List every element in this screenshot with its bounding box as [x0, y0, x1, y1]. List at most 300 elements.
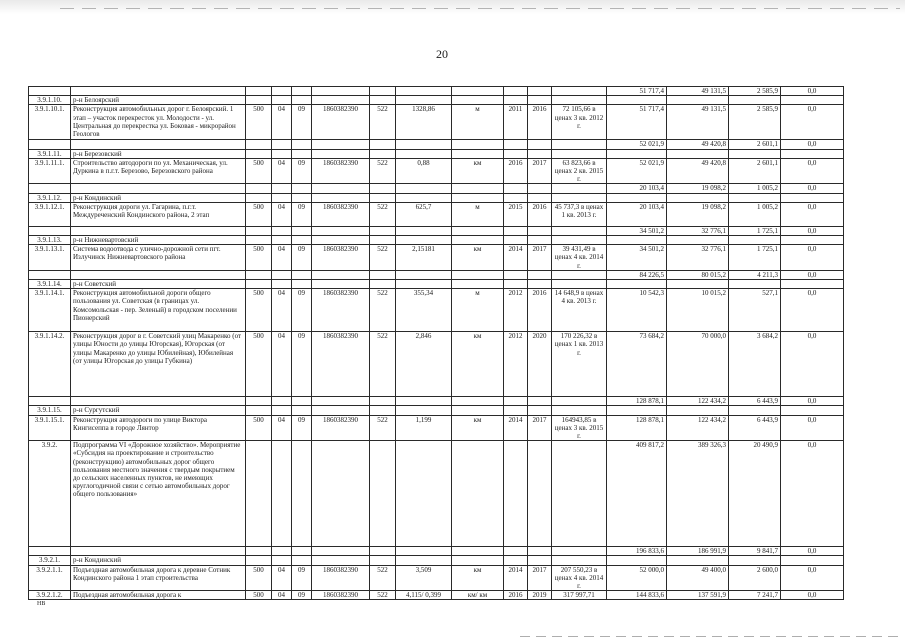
- empty-value-cell: [729, 406, 781, 415]
- empty-cell: [292, 226, 312, 235]
- empty-cell: [504, 270, 528, 279]
- code-cell: [29, 397, 71, 406]
- empty-cell: [528, 236, 552, 245]
- district-budget-cell: 32 776,1: [667, 245, 729, 271]
- name-cell: р-н Советский: [71, 280, 246, 289]
- cost-cell: 164943,85 в ценах 3 кв. 2015 г.: [552, 415, 607, 441]
- empty-value-cell: [607, 556, 667, 565]
- name-cell: Реконструкция автомобильных дорог г. Белоярский. 1 этап – участок перекресток ул. Молодости - ул. Центральная до перекрестка ул. Боковая - микрорайон Геологов: [71, 105, 246, 140]
- total-cell: 34 501,2: [607, 226, 667, 235]
- empty-cell: [246, 149, 272, 158]
- empty-cell: [504, 556, 528, 565]
- district-budget-cell: 49 420,8: [667, 140, 729, 149]
- empty-cell: [552, 140, 607, 149]
- local-budget-cell: 2 601,1: [729, 140, 781, 149]
- empty-cell: [504, 87, 528, 96]
- expense-cell: 522: [370, 158, 396, 184]
- ministry-cell: 500: [246, 245, 272, 271]
- empty-cell: [246, 556, 272, 565]
- empty-value-cell: [781, 236, 844, 245]
- empty-cell: [528, 96, 552, 105]
- start-cell: 2011: [504, 105, 528, 140]
- empty-cell: [292, 270, 312, 279]
- capacity-cell: 2,846: [396, 332, 452, 397]
- empty-cell: [552, 556, 607, 565]
- code-cell: 3.9.1.13.: [29, 236, 71, 245]
- empty-cell: [246, 547, 272, 556]
- cost-cell: 45 737,3 в ценах 1 кв. 2013 г.: [552, 202, 607, 226]
- empty-cell: [552, 149, 607, 158]
- section-cell: 04: [272, 332, 292, 397]
- code-cell: 3.9.1.12.: [29, 193, 71, 202]
- empty-cell: [504, 441, 528, 547]
- local-budget-cell: 3 684,2: [729, 332, 781, 397]
- empty-cell: [370, 406, 396, 415]
- end-cell: 2017: [528, 158, 552, 184]
- area-row: [29, 96, 844, 105]
- empty-cell: [292, 149, 312, 158]
- name-cell: [71, 270, 246, 279]
- empty-cell: [292, 193, 312, 202]
- page-number: 20: [436, 47, 448, 61]
- empty-cell: [312, 406, 370, 415]
- empty-cell: [370, 441, 396, 547]
- ministry-cell: 500: [246, 202, 272, 226]
- code-cell: 3.9.1.10.1.: [29, 105, 71, 140]
- ministry-cell: 500: [246, 158, 272, 184]
- section-cell: 04: [272, 158, 292, 184]
- empty-cell: [504, 184, 528, 193]
- expense-cell: 522: [370, 415, 396, 441]
- section-cell: 04: [272, 591, 292, 600]
- empty-cell: [370, 96, 396, 105]
- empty-cell: [552, 280, 607, 289]
- target-cell: 1860382390: [312, 332, 370, 397]
- other-cell: 0,0: [781, 547, 844, 556]
- project-row: [29, 415, 844, 441]
- empty-cell: [552, 397, 607, 406]
- expense-cell: 522: [370, 245, 396, 271]
- target-cell: 1860382390: [312, 245, 370, 271]
- local-budget-cell: 4 211,3: [729, 270, 781, 279]
- total-cell: 10 542,3: [607, 289, 667, 332]
- code-cell: [29, 184, 71, 193]
- empty-cell: [312, 140, 370, 149]
- start-cell: 2014: [504, 415, 528, 441]
- target-cell: 1860382390: [312, 415, 370, 441]
- total-cell: 34 501,2: [607, 245, 667, 271]
- other-cell: 0,0: [781, 87, 844, 96]
- empty-cell: [272, 406, 292, 415]
- total-cell: 196 833,6: [607, 547, 667, 556]
- budget-table: [28, 86, 844, 600]
- empty-cell: [312, 547, 370, 556]
- empty-cell: [552, 96, 607, 105]
- local-budget-cell: 20 490,9: [729, 441, 781, 547]
- empty-cell: [370, 226, 396, 235]
- cost-cell: 39 431,49 в ценах 4 кв. 2014 г.: [552, 245, 607, 271]
- local-budget-cell: 1 005,2: [729, 184, 781, 193]
- end-cell: 2016: [528, 202, 552, 226]
- ministry-cell: 500: [246, 565, 272, 591]
- name-cell: Подъездная автомобильная дорога к: [71, 591, 246, 600]
- code-cell: 3.9.1.10.: [29, 96, 71, 105]
- empty-cell: [452, 226, 504, 235]
- start-cell: 2012: [504, 332, 528, 397]
- cost-cell: 14 648,9 в ценах 4 кв. 2013 г.: [552, 289, 607, 332]
- section-cell: 04: [272, 245, 292, 271]
- subsection-cell: 09: [292, 158, 312, 184]
- target-cell: 1860382390: [312, 289, 370, 332]
- name-cell: р-н Белоярский: [71, 96, 246, 105]
- project-row: [29, 105, 844, 140]
- local-budget-cell: 9 841,7: [729, 547, 781, 556]
- empty-value-cell: [607, 96, 667, 105]
- capacity-cell: 1,199: [396, 415, 452, 441]
- empty-cell: [312, 270, 370, 279]
- empty-cell: [246, 441, 272, 547]
- name-cell: Система водоотвода с улично-дорожной сети пгт. Излучинск Нижневартовского района: [71, 245, 246, 271]
- empty-cell: [528, 270, 552, 279]
- empty-cell: [552, 184, 607, 193]
- district-budget-cell: 19 098,2: [667, 202, 729, 226]
- name-cell: Строительство автодороги по ул. Механическая, ул. Дуркина в п.г.т. Березово, Березовского района: [71, 158, 246, 184]
- empty-value-cell: [667, 556, 729, 565]
- empty-cell: [504, 397, 528, 406]
- empty-cell: [396, 406, 452, 415]
- section-cell: 04: [272, 415, 292, 441]
- other-cell: 0,0: [781, 140, 844, 149]
- empty-cell: [272, 270, 292, 279]
- expense-cell: 522: [370, 591, 396, 600]
- district-budget-cell: 137 591,9: [667, 591, 729, 600]
- empty-cell: [246, 397, 272, 406]
- capacity-cell: 4,115/ 0,399: [396, 591, 452, 600]
- other-cell: 0,0: [781, 289, 844, 332]
- end-cell: 2017: [528, 415, 552, 441]
- total-cell: 20 103,4: [607, 202, 667, 226]
- project-row: [29, 289, 844, 332]
- empty-cell: [452, 280, 504, 289]
- district-budget-cell: 186 991,9: [667, 547, 729, 556]
- target-cell: 1860382390: [312, 591, 370, 600]
- capacity-cell: 1328,86: [396, 105, 452, 140]
- empty-cell: [504, 140, 528, 149]
- empty-cell: [528, 140, 552, 149]
- start-cell: 2016: [504, 591, 528, 600]
- empty-cell: [552, 193, 607, 202]
- local-budget-cell: 7 241,7: [729, 591, 781, 600]
- code-cell: 3.9.1.15.: [29, 406, 71, 415]
- project-row: [29, 332, 844, 397]
- empty-cell: [396, 547, 452, 556]
- code-cell: [29, 547, 71, 556]
- name-cell: р-н Кондинский: [71, 193, 246, 202]
- subsection-cell: 09: [292, 289, 312, 332]
- total-cell: 144 833,6: [607, 591, 667, 600]
- other-cell: 0,0: [781, 397, 844, 406]
- empty-cell: [370, 236, 396, 245]
- empty-cell: [370, 87, 396, 96]
- empty-cell: [312, 236, 370, 245]
- other-cell: 0,0: [781, 226, 844, 235]
- empty-cell: [396, 397, 452, 406]
- target-cell: 1860382390: [312, 565, 370, 591]
- cost-cell: 207 550,23 в ценах 4 кв. 2014 г.: [552, 565, 607, 591]
- empty-cell: [292, 397, 312, 406]
- unit-cell: м: [452, 289, 504, 332]
- total-cell: 84 226,5: [607, 270, 667, 279]
- sum-row: [29, 87, 844, 96]
- empty-cell: [552, 236, 607, 245]
- expense-cell: 522: [370, 105, 396, 140]
- code-cell: 3.9.1.12.1.: [29, 202, 71, 226]
- empty-cell: [396, 149, 452, 158]
- empty-cell: [552, 87, 607, 96]
- subsection-cell: 09: [292, 105, 312, 140]
- empty-cell: [452, 87, 504, 96]
- empty-cell: [396, 270, 452, 279]
- start-cell: 2014: [504, 565, 528, 591]
- target-cell: 1860382390: [312, 202, 370, 226]
- empty-cell: [504, 96, 528, 105]
- unit-cell: км: [452, 332, 504, 397]
- local-budget-cell: 6 443,9: [729, 397, 781, 406]
- sum-row: [29, 397, 844, 406]
- empty-cell: [292, 96, 312, 105]
- empty-value-cell: [781, 96, 844, 105]
- local-budget-cell: 2 601,1: [729, 158, 781, 184]
- name-cell: [71, 140, 246, 149]
- empty-cell: [504, 236, 528, 245]
- code-cell: [29, 226, 71, 235]
- empty-cell: [396, 236, 452, 245]
- empty-value-cell: [729, 193, 781, 202]
- name-cell: р-н Кондинский: [71, 556, 246, 565]
- empty-cell: [528, 280, 552, 289]
- empty-cell: [292, 184, 312, 193]
- area-row: [29, 193, 844, 202]
- empty-value-cell: [667, 96, 729, 105]
- end-cell: 2016: [528, 105, 552, 140]
- empty-cell: [272, 87, 292, 96]
- empty-cell: [272, 193, 292, 202]
- code-cell: 3.9.1.11.1.: [29, 158, 71, 184]
- capacity-cell: 2,15181: [396, 245, 452, 271]
- empty-value-cell: [729, 96, 781, 105]
- start-cell: 2016: [504, 158, 528, 184]
- other-cell: 0,0: [781, 332, 844, 397]
- district-budget-cell: 122 434,2: [667, 415, 729, 441]
- empty-cell: [246, 140, 272, 149]
- code-cell: [29, 87, 71, 96]
- empty-cell: [246, 406, 272, 415]
- empty-cell: [312, 556, 370, 565]
- empty-cell: [292, 280, 312, 289]
- empty-cell: [312, 226, 370, 235]
- code-cell: [29, 270, 71, 279]
- empty-cell: [292, 87, 312, 96]
- code-cell: 3.9.2.1.: [29, 556, 71, 565]
- empty-value-cell: [607, 280, 667, 289]
- code-cell: [29, 140, 71, 149]
- empty-cell: [528, 397, 552, 406]
- empty-cell: [292, 140, 312, 149]
- empty-cell: [452, 184, 504, 193]
- empty-cell: [246, 280, 272, 289]
- name-cell: р-н Березовский: [71, 149, 246, 158]
- code-cell: 3.9.2.: [29, 441, 71, 547]
- empty-cell: [312, 441, 370, 547]
- empty-value-cell: [781, 556, 844, 565]
- empty-cell: [396, 193, 452, 202]
- empty-cell: [272, 96, 292, 105]
- empty-cell: [370, 280, 396, 289]
- code-cell: 3.9.2.1.1.: [29, 565, 71, 591]
- unit-cell: км: [452, 415, 504, 441]
- cost-cell: 170 226,32 в ценах 1 кв. 2013 г.: [552, 332, 607, 397]
- name-cell: [71, 184, 246, 193]
- empty-cell: [552, 226, 607, 235]
- empty-cell: [272, 280, 292, 289]
- subsection-cell: 09: [292, 565, 312, 591]
- empty-cell: [312, 149, 370, 158]
- area-row: [29, 149, 844, 158]
- total-cell: 51 717,4: [607, 105, 667, 140]
- empty-cell: [272, 184, 292, 193]
- sum-row: [29, 270, 844, 279]
- start-cell: 2012: [504, 289, 528, 332]
- unit-cell: км: [452, 158, 504, 184]
- empty-cell: [504, 193, 528, 202]
- expense-cell: 522: [370, 202, 396, 226]
- name-cell: Подъездная автомобильная дорога к деревне Сотник Кондинского района 1 этап строительства: [71, 565, 246, 591]
- empty-cell: [504, 280, 528, 289]
- empty-cell: [528, 556, 552, 565]
- other-cell: 0,0: [781, 270, 844, 279]
- empty-cell: [272, 397, 292, 406]
- empty-cell: [552, 406, 607, 415]
- empty-cell: [452, 556, 504, 565]
- ministry-cell: 500: [246, 105, 272, 140]
- unit-cell: м: [452, 202, 504, 226]
- district-budget-cell: 122 434,2: [667, 397, 729, 406]
- total-cell: 128 878,1: [607, 397, 667, 406]
- scan-artifact-bottom: [520, 636, 900, 637]
- name-cell: [71, 87, 246, 96]
- empty-cell: [528, 184, 552, 193]
- code-cell: 3.9.1.14.: [29, 280, 71, 289]
- empty-value-cell: [607, 193, 667, 202]
- empty-value-cell: [729, 280, 781, 289]
- empty-cell: [528, 547, 552, 556]
- end-cell: 2017: [528, 565, 552, 591]
- empty-cell: [504, 406, 528, 415]
- empty-cell: [292, 236, 312, 245]
- empty-cell: [292, 556, 312, 565]
- empty-cell: [396, 226, 452, 235]
- section-cell: 04: [272, 565, 292, 591]
- empty-cell: [552, 547, 607, 556]
- ministry-cell: 500: [246, 591, 272, 600]
- name-cell: [71, 547, 246, 556]
- empty-cell: [272, 226, 292, 235]
- sum-row: [29, 547, 844, 556]
- empty-cell: [246, 193, 272, 202]
- district-budget-cell: 49 400,0: [667, 565, 729, 591]
- local-budget-cell: 1 725,1: [729, 245, 781, 271]
- empty-cell: [504, 149, 528, 158]
- ministry-cell: 500: [246, 332, 272, 397]
- district-budget-cell: 49 131,5: [667, 105, 729, 140]
- empty-cell: [452, 96, 504, 105]
- total-cell: 409 817,2: [607, 441, 667, 547]
- district-budget-cell: 49 131,5: [667, 87, 729, 96]
- end-cell: 2016: [528, 289, 552, 332]
- subsection-cell: 09: [292, 245, 312, 271]
- empty-cell: [246, 226, 272, 235]
- empty-value-cell: [781, 149, 844, 158]
- empty-cell: [396, 280, 452, 289]
- other-cell: 0,0: [781, 184, 844, 193]
- empty-cell: [312, 184, 370, 193]
- empty-cell: [272, 149, 292, 158]
- empty-value-cell: [667, 406, 729, 415]
- empty-cell: [312, 280, 370, 289]
- capacity-cell: 625,7: [396, 202, 452, 226]
- empty-cell: [528, 441, 552, 547]
- scan-artifact-line: [60, 8, 900, 9]
- scan-top-shadow: [0, 0, 905, 14]
- area-row: [29, 556, 844, 565]
- empty-cell: [396, 87, 452, 96]
- section-cell: 04: [272, 289, 292, 332]
- expense-cell: 522: [370, 332, 396, 397]
- district-budget-cell: 389 326,3: [667, 441, 729, 547]
- empty-cell: [452, 149, 504, 158]
- capacity-cell: 3,509: [396, 565, 452, 591]
- other-cell: 0,0: [781, 245, 844, 271]
- empty-cell: [552, 270, 607, 279]
- target-cell: 1860382390: [312, 105, 370, 140]
- empty-cell: [246, 184, 272, 193]
- unit-cell: м: [452, 105, 504, 140]
- district-budget-cell: 49 420,8: [667, 158, 729, 184]
- area-row: [29, 280, 844, 289]
- other-cell: 0,0: [781, 441, 844, 547]
- empty-value-cell: [607, 236, 667, 245]
- project-row: [29, 158, 844, 184]
- end-cell: 2017: [528, 245, 552, 271]
- sum-row: [29, 226, 844, 235]
- empty-cell: [246, 87, 272, 96]
- other-cell: 0,0: [781, 415, 844, 441]
- empty-cell: [292, 441, 312, 547]
- empty-cell: [370, 140, 396, 149]
- empty-cell: [452, 270, 504, 279]
- unit-cell: км: [452, 565, 504, 591]
- ministry-cell: 500: [246, 289, 272, 332]
- total-cell: 52 021,9: [607, 140, 667, 149]
- empty-cell: [312, 397, 370, 406]
- empty-cell: [272, 547, 292, 556]
- empty-cell: [312, 96, 370, 105]
- sum-row: [29, 184, 844, 193]
- empty-cell: [292, 547, 312, 556]
- project-row: [29, 591, 844, 600]
- capacity-cell: 355,34: [396, 289, 452, 332]
- empty-cell: [272, 236, 292, 245]
